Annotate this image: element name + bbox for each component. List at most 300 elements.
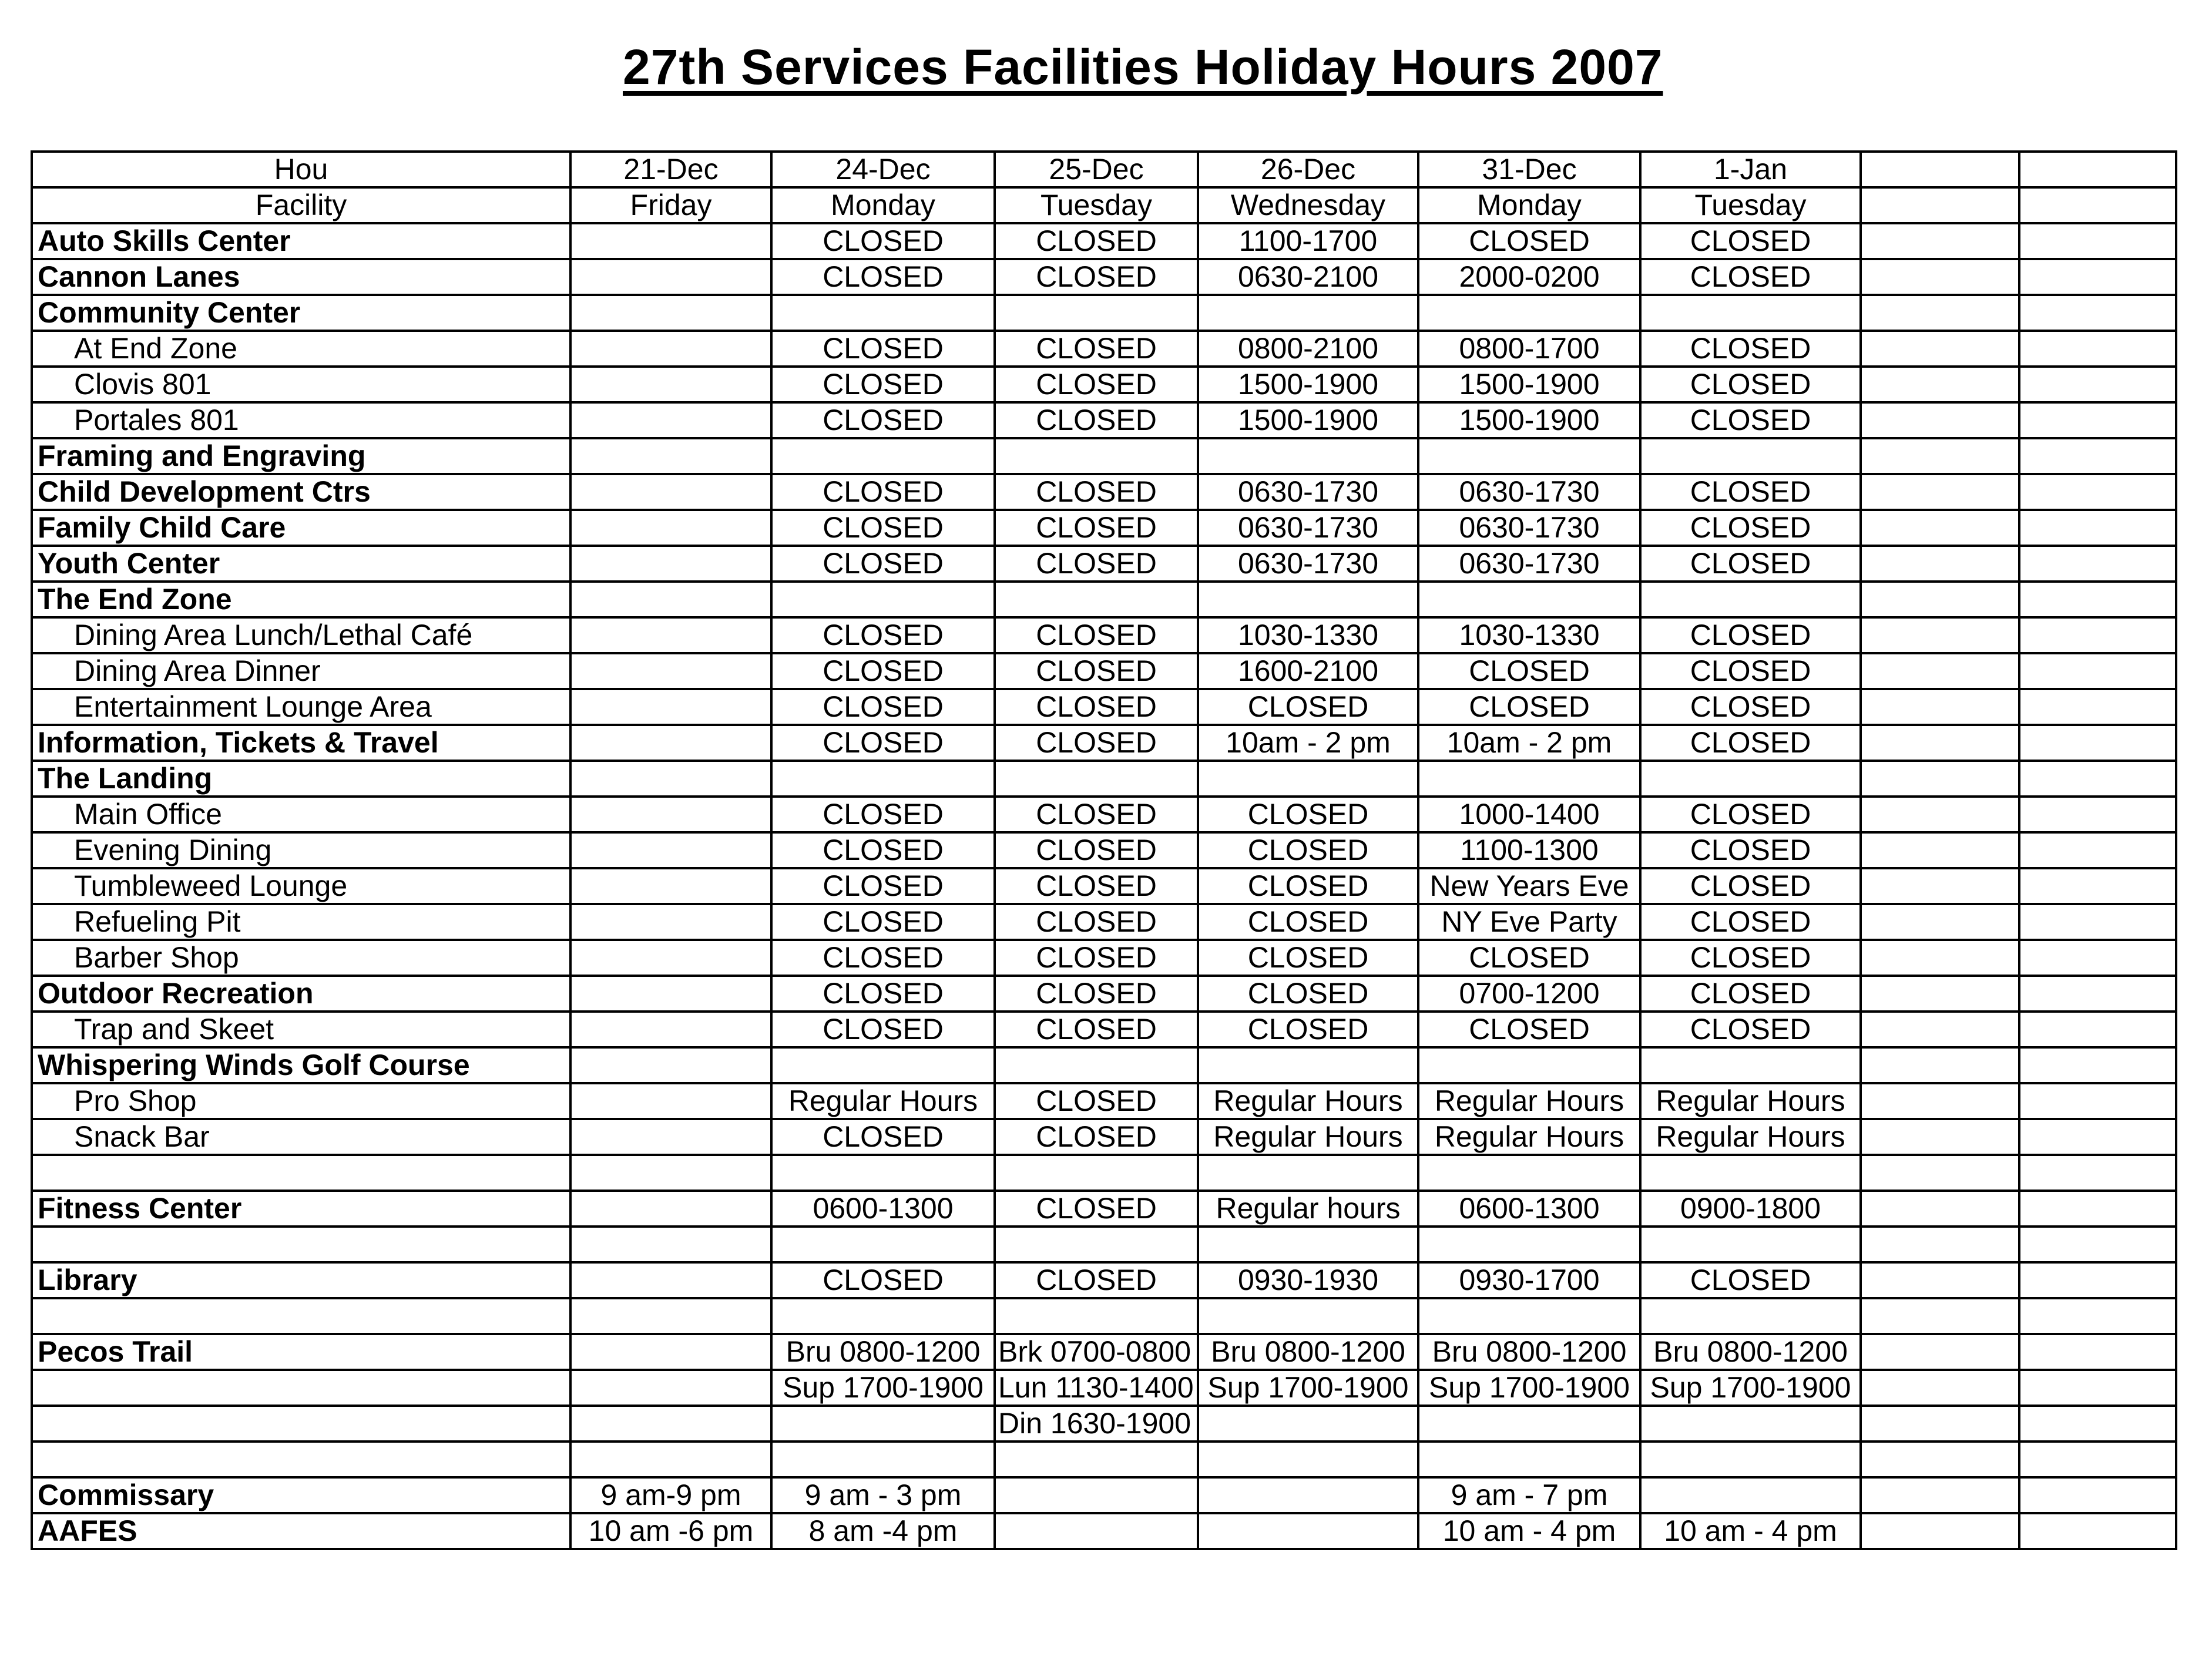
hours-cell: 0630-1730	[1418, 510, 1640, 546]
hours-cell	[1861, 510, 2019, 546]
hours-cell: CLOSED	[1640, 832, 1861, 868]
hours-cell	[570, 868, 771, 904]
hours-cell: CLOSED	[771, 259, 995, 295]
hours-cell	[570, 223, 771, 259]
hours-cell: CLOSED	[1198, 904, 1418, 940]
facility-name-cell: Youth Center	[32, 546, 570, 582]
hours-cell: CLOSED	[995, 904, 1198, 940]
header-cell: Wednesday	[1198, 187, 1418, 223]
table-row	[32, 1477, 2176, 1513]
hours-cell: Sup 1700-1900	[771, 1370, 995, 1406]
hours-cell	[570, 1047, 771, 1083]
hours-cell: CLOSED	[771, 546, 995, 582]
facility-name-cell: Cannon Lanes	[32, 259, 570, 295]
hours-cell	[2019, 761, 2176, 797]
hours-cell: 10 am -6 pm	[570, 1513, 771, 1549]
facility-name-cell: Refueling Pit	[32, 904, 570, 940]
hours-cell	[2019, 367, 2176, 402]
hours-cell	[1418, 438, 1640, 474]
hours-cell	[1861, 1047, 2019, 1083]
header-cell	[2019, 152, 2176, 187]
facility-name-cell	[32, 1155, 570, 1191]
hours-cell: New Years Eve	[1418, 868, 1640, 904]
hours-cell	[570, 1012, 771, 1047]
hours-cell	[1640, 1227, 1861, 1262]
table-row	[32, 797, 2176, 832]
hours-cell: 1500-1900	[1198, 367, 1418, 402]
hours-cell	[2019, 402, 2176, 438]
facility-name-cell: Whispering Winds Golf Course	[32, 1047, 570, 1083]
hours-cell: CLOSED	[995, 1262, 1198, 1298]
hours-cell	[1640, 1406, 1861, 1442]
table-row	[32, 295, 2176, 331]
hours-cell	[2019, 1334, 2176, 1370]
hours-cell	[1861, 761, 2019, 797]
hours-cell	[995, 1477, 1198, 1513]
hours-cell	[570, 904, 771, 940]
hours-cell: CLOSED	[995, 725, 1198, 761]
hours-cell	[1861, 1155, 2019, 1191]
document-title: 27th Services Facilities Holiday Hours 2007	[623, 39, 1663, 95]
table-row	[32, 1047, 2176, 1083]
hours-cell: 0630-1730	[1198, 474, 1418, 510]
hours-cell	[1861, 1370, 2019, 1406]
hours-cell	[570, 295, 771, 331]
hours-cell	[2019, 331, 2176, 367]
hours-cell: CLOSED	[1640, 259, 1861, 295]
hours-cell: CLOSED	[995, 367, 1198, 402]
hours-cell: 1030-1330	[1198, 617, 1418, 653]
hours-cell: CLOSED	[995, 653, 1198, 689]
hours-cell: CLOSED	[1418, 653, 1640, 689]
hours-cell: Brk 0700-0800	[995, 1334, 1198, 1370]
hours-cell	[2019, 1477, 2176, 1513]
facility-name-cell: AAFES	[32, 1513, 570, 1549]
hours-cell	[1198, 438, 1418, 474]
hours-cell: CLOSED	[771, 223, 995, 259]
hours-cell	[570, 1406, 771, 1442]
table-row	[32, 546, 2176, 582]
hours-cell: Regular Hours	[771, 1083, 995, 1119]
hours-cell	[2019, 1119, 2176, 1155]
hours-cell	[1861, 1012, 2019, 1047]
hours-cell	[570, 689, 771, 725]
hours-cell	[570, 797, 771, 832]
hours-cell	[1640, 1442, 1861, 1477]
hours-cell: CLOSED	[995, 617, 1198, 653]
hours-cell: Lun 1130-1400	[995, 1370, 1198, 1406]
header-cell: Friday	[570, 187, 771, 223]
table-row	[32, 1119, 2176, 1155]
hours-cell: CLOSED	[1640, 617, 1861, 653]
hours-cell: CLOSED	[1640, 1262, 1861, 1298]
hours-cell	[1861, 1298, 2019, 1334]
hours-cell: CLOSED	[771, 832, 995, 868]
facility-name-cell: Snack Bar	[32, 1119, 570, 1155]
facility-name-cell: Community Center	[32, 295, 570, 331]
facility-name-cell: Information, Tickets & Travel	[32, 725, 570, 761]
hours-cell	[995, 1513, 1198, 1549]
table-row	[32, 725, 2176, 761]
hours-cell: 0900-1800	[1640, 1191, 1861, 1227]
hours-cell	[1418, 1155, 1640, 1191]
hours-cell: CLOSED	[1418, 1012, 1640, 1047]
hours-cell	[570, 259, 771, 295]
hours-cell: CLOSED	[995, 331, 1198, 367]
hours-cell: Regular Hours	[1418, 1119, 1640, 1155]
hours-cell: 1000-1400	[1418, 797, 1640, 832]
hours-cell	[1861, 1119, 2019, 1155]
hours-cell: Bru 0800-1200	[771, 1334, 995, 1370]
hours-cell: 1500-1900	[1418, 402, 1640, 438]
hours-cell: 2000-0200	[1418, 259, 1640, 295]
hours-cell	[570, 1227, 771, 1262]
hours-cell: CLOSED	[995, 940, 1198, 976]
hours-cell	[1640, 761, 1861, 797]
hours-cell: CLOSED	[771, 653, 995, 689]
hours-cell: CLOSED	[771, 1262, 995, 1298]
facility-name-cell: Child Development Ctrs	[32, 474, 570, 510]
header-cell: Facility	[32, 187, 570, 223]
hours-cell	[1640, 1477, 1861, 1513]
hours-cell: CLOSED	[1198, 1012, 1418, 1047]
hours-cell: CLOSED	[771, 474, 995, 510]
hours-cell	[1861, 474, 2019, 510]
table-row	[32, 1442, 2176, 1477]
hours-cell	[570, 402, 771, 438]
hours-cell	[2019, 438, 2176, 474]
hours-cell: CLOSED	[1418, 940, 1640, 976]
hours-cell	[995, 1047, 1198, 1083]
hours-cell: 8 am -4 pm	[771, 1513, 995, 1549]
hours-cell: CLOSED	[1640, 546, 1861, 582]
table-body	[32, 152, 2176, 1549]
hours-cell: CLOSED	[1640, 474, 1861, 510]
facility-name-cell: Library	[32, 1262, 570, 1298]
header-cell: Hou	[32, 152, 570, 187]
hours-cell: CLOSED	[1640, 868, 1861, 904]
hours-cell	[570, 761, 771, 797]
hours-cell	[1861, 1334, 2019, 1370]
hours-cell: 10 am - 4 pm	[1640, 1513, 1861, 1549]
hours-cell: 0800-2100	[1198, 331, 1418, 367]
hours-cell	[2019, 1262, 2176, 1298]
hours-cell: 0700-1200	[1418, 976, 1640, 1012]
hours-cell	[2019, 295, 2176, 331]
hours-cell: CLOSED	[1640, 223, 1861, 259]
hours-cell: Bru 0800-1200	[1418, 1334, 1640, 1370]
hours-cell: CLOSED	[995, 510, 1198, 546]
hours-cell	[1640, 1298, 1861, 1334]
hours-cell	[1198, 582, 1418, 617]
hours-cell	[2019, 1191, 2176, 1227]
facility-name-cell	[32, 1298, 570, 1334]
hours-cell	[1198, 1477, 1418, 1513]
table-row	[32, 331, 2176, 367]
hours-cell: CLOSED	[995, 546, 1198, 582]
hours-cell: CLOSED	[995, 259, 1198, 295]
hours-cell	[1861, 689, 2019, 725]
hours-cell	[570, 653, 771, 689]
hours-cell: CLOSED	[995, 832, 1198, 868]
hours-cell: 9 am-9 pm	[570, 1477, 771, 1513]
hours-cell	[1198, 1227, 1418, 1262]
hours-cell	[2019, 259, 2176, 295]
hours-cell	[570, 510, 771, 546]
hours-cell	[995, 438, 1198, 474]
hours-cell: CLOSED	[995, 689, 1198, 725]
facility-name-cell: Entertainment Lounge Area	[32, 689, 570, 725]
hours-cell: 0630-2100	[1198, 259, 1418, 295]
hours-cell	[2019, 1155, 2176, 1191]
header-cell: Monday	[771, 187, 995, 223]
hours-cell	[570, 725, 771, 761]
hours-cell	[2019, 725, 2176, 761]
hours-cell: CLOSED	[1640, 940, 1861, 976]
facility-name-cell: Main Office	[32, 797, 570, 832]
facility-name-cell: The Landing	[32, 761, 570, 797]
table-row	[32, 1083, 2176, 1119]
hours-cell	[771, 582, 995, 617]
hours-cell	[2019, 868, 2176, 904]
hours-cell	[1861, 1227, 2019, 1262]
hours-cell	[771, 1227, 995, 1262]
facility-name-cell: Evening Dining	[32, 832, 570, 868]
header-cell: Tuesday	[1640, 187, 1861, 223]
facility-name-cell: Clovis 801	[32, 367, 570, 402]
hours-cell	[2019, 1227, 2176, 1262]
hours-cell: CLOSED	[1640, 797, 1861, 832]
table-row	[32, 904, 2176, 940]
hours-cell: CLOSED	[995, 976, 1198, 1012]
header-cell: 26-Dec	[1198, 152, 1418, 187]
facility-name-cell: The End Zone	[32, 582, 570, 617]
hours-cell: CLOSED	[1640, 689, 1861, 725]
hours-cell	[570, 474, 771, 510]
table-row	[32, 510, 2176, 546]
hours-cell	[2019, 1406, 2176, 1442]
hours-cell: Sup 1700-1900	[1198, 1370, 1418, 1406]
hours-cell	[1198, 1298, 1418, 1334]
table-row	[32, 868, 2176, 904]
hours-cell	[570, 940, 771, 976]
hours-cell	[2019, 1513, 2176, 1549]
hours-cell: CLOSED	[995, 223, 1198, 259]
hours-cell	[570, 1119, 771, 1155]
hours-cell: 1600-2100	[1198, 653, 1418, 689]
hours-cell: CLOSED	[771, 868, 995, 904]
hours-cell	[1861, 617, 2019, 653]
hours-cell: CLOSED	[1640, 367, 1861, 402]
hours-cell	[1861, 832, 2019, 868]
hours-cell	[1198, 1406, 1418, 1442]
hours-cell	[771, 1298, 995, 1334]
hours-cell	[1861, 402, 2019, 438]
hours-cell: CLOSED	[1640, 904, 1861, 940]
hours-cell	[771, 1047, 995, 1083]
hours-cell	[2019, 582, 2176, 617]
hours-cell	[2019, 653, 2176, 689]
table-row	[32, 653, 2176, 689]
hours-cell: CLOSED	[771, 617, 995, 653]
table-row	[32, 1513, 2176, 1549]
hours-cell	[570, 976, 771, 1012]
header-cell: 31-Dec	[1418, 152, 1640, 187]
hours-cell	[570, 367, 771, 402]
table-row	[32, 582, 2176, 617]
hours-cell: 10 am - 4 pm	[1418, 1513, 1640, 1549]
hours-cell: 0630-1730	[1198, 510, 1418, 546]
hours-cell	[2019, 1047, 2176, 1083]
hours-cell	[771, 1406, 995, 1442]
hours-cell	[2019, 904, 2176, 940]
hours-cell: 10am - 2 pm	[1418, 725, 1640, 761]
hours-cell: Regular Hours	[1640, 1083, 1861, 1119]
hours-cell	[1418, 1406, 1640, 1442]
hours-cell	[2019, 223, 2176, 259]
hours-cell	[2019, 1083, 2176, 1119]
hours-cell	[2019, 832, 2176, 868]
hours-cell	[1418, 761, 1640, 797]
hours-cell	[1861, 904, 2019, 940]
facility-name-cell: Dining Area Dinner	[32, 653, 570, 689]
hours-cell	[570, 331, 771, 367]
facility-name-cell: Pecos Trail	[32, 1334, 570, 1370]
facility-name-cell: At End Zone	[32, 331, 570, 367]
hours-cell: 10am - 2 pm	[1198, 725, 1418, 761]
hours-cell	[1418, 1047, 1640, 1083]
hours-cell	[1861, 259, 2019, 295]
facility-name-cell: Tumbleweed Lounge	[32, 868, 570, 904]
hours-cell	[771, 295, 995, 331]
hours-cell: CLOSED	[1640, 976, 1861, 1012]
hours-cell: Bru 0800-1200	[1640, 1334, 1861, 1370]
hours-cell	[1861, 582, 2019, 617]
header-cell	[2019, 187, 2176, 223]
hours-cell	[1861, 1477, 2019, 1513]
hours-cell	[1418, 1442, 1640, 1477]
header-row-dates	[32, 152, 2176, 187]
hours-cell	[995, 582, 1198, 617]
hours-cell	[771, 1155, 995, 1191]
hours-cell	[570, 1370, 771, 1406]
hours-cell: CLOSED	[1640, 510, 1861, 546]
hours-cell	[2019, 617, 2176, 653]
hours-cell: NY Eve Party	[1418, 904, 1640, 940]
hours-cell	[1861, 868, 2019, 904]
facility-name-cell: Portales 801	[32, 402, 570, 438]
header-cell	[1861, 187, 2019, 223]
hours-cell: CLOSED	[1640, 331, 1861, 367]
hours-cell: 0630-1730	[1418, 474, 1640, 510]
hours-cell	[570, 438, 771, 474]
hours-cell	[570, 1155, 771, 1191]
hours-cell: Regular Hours	[1418, 1083, 1640, 1119]
hours-cell: Regular hours	[1198, 1191, 1418, 1227]
facility-name-cell: Auto Skills Center	[32, 223, 570, 259]
hours-cell: 9 am - 7 pm	[1418, 1477, 1640, 1513]
facility-name-cell: Fitness Center	[32, 1191, 570, 1227]
hours-cell	[1861, 653, 2019, 689]
hours-cell: CLOSED	[1198, 832, 1418, 868]
hours-cell	[1640, 1155, 1861, 1191]
hours-cell	[2019, 940, 2176, 976]
table-row	[32, 1191, 2176, 1227]
hours-cell: CLOSED	[771, 725, 995, 761]
header-cell: 25-Dec	[995, 152, 1198, 187]
hours-cell	[995, 761, 1198, 797]
hours-cell	[1418, 1298, 1640, 1334]
facility-name-cell	[32, 1227, 570, 1262]
hours-cell: CLOSED	[771, 797, 995, 832]
hours-cell: 9 am - 3 pm	[771, 1477, 995, 1513]
hours-cell: CLOSED	[1418, 689, 1640, 725]
hours-cell: Sup 1700-1900	[1418, 1370, 1640, 1406]
hours-cell	[1640, 1047, 1861, 1083]
hours-cell: CLOSED	[1640, 653, 1861, 689]
hours-cell: CLOSED	[771, 1119, 995, 1155]
hours-cell: CLOSED	[1198, 976, 1418, 1012]
hours-cell: 0600-1300	[1418, 1191, 1640, 1227]
hours-cell	[1861, 1406, 2019, 1442]
hours-cell	[2019, 1012, 2176, 1047]
hours-cell	[570, 1262, 771, 1298]
hours-cell: 0600-1300	[771, 1191, 995, 1227]
hours-cell	[570, 1442, 771, 1477]
table-row	[32, 1406, 2176, 1442]
header-row-days	[32, 187, 2176, 223]
hours-cell	[771, 438, 995, 474]
hours-cell	[771, 1442, 995, 1477]
hours-cell	[1861, 1513, 2019, 1549]
hours-cell	[1861, 1083, 2019, 1119]
header-cell: Monday	[1418, 187, 1640, 223]
header-cell: Tuesday	[995, 187, 1198, 223]
header-cell: 1-Jan	[1640, 152, 1861, 187]
hours-cell	[995, 1155, 1198, 1191]
hours-cell: CLOSED	[1198, 689, 1418, 725]
hours-cell	[1640, 582, 1861, 617]
hours-cell	[570, 1334, 771, 1370]
hours-cell	[1418, 582, 1640, 617]
hours-cell	[1861, 367, 2019, 402]
hours-cell	[1861, 1191, 2019, 1227]
table-row	[32, 689, 2176, 725]
hours-cell: CLOSED	[995, 1083, 1198, 1119]
table-row	[32, 976, 2176, 1012]
hours-cell	[2019, 1298, 2176, 1334]
hours-cell: CLOSED	[1640, 725, 1861, 761]
hours-cell	[1861, 438, 2019, 474]
hours-cell	[2019, 1442, 2176, 1477]
hours-cell: CLOSED	[1198, 868, 1418, 904]
facility-name-cell: Family Child Care	[32, 510, 570, 546]
facility-name-cell: Dining Area Lunch/Lethal Café	[32, 617, 570, 653]
header-cell: 24-Dec	[771, 152, 995, 187]
hours-cell: CLOSED	[995, 1191, 1198, 1227]
hours-cell: CLOSED	[1198, 940, 1418, 976]
hours-cell	[2019, 546, 2176, 582]
hours-cell: CLOSED	[771, 331, 995, 367]
hours-cell	[1198, 761, 1418, 797]
hours-cell	[1861, 546, 2019, 582]
hours-cell: Din 1630-1900	[995, 1406, 1198, 1442]
hours-cell	[570, 832, 771, 868]
hours-cell	[570, 1191, 771, 1227]
hours-cell	[1861, 1262, 2019, 1298]
hours-cell	[1640, 438, 1861, 474]
hours-cell	[2019, 976, 2176, 1012]
